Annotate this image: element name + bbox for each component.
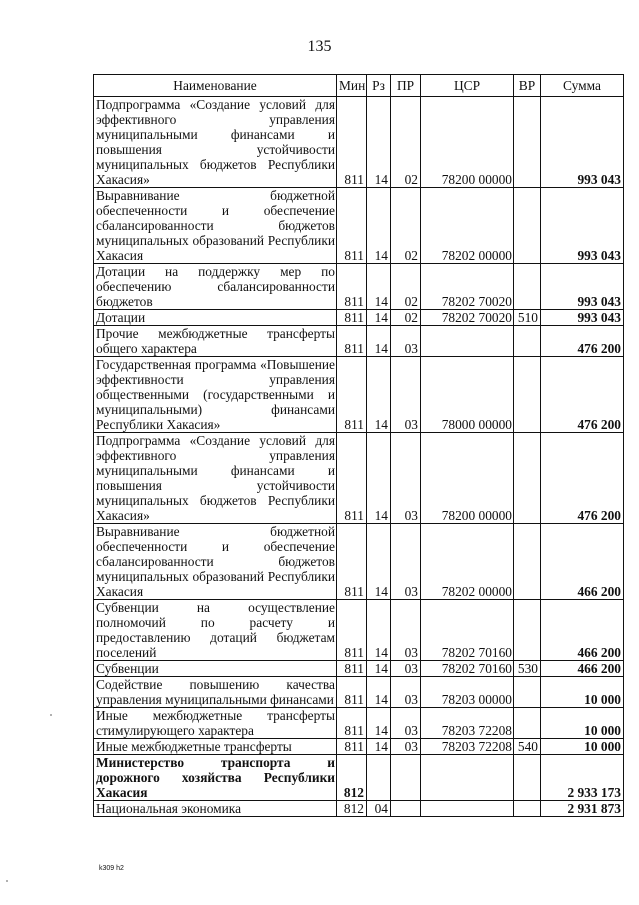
row-rz: 14 [367, 600, 391, 661]
row-sum: 993 043 [541, 188, 624, 264]
row-csr: 78202 00000 [421, 524, 514, 600]
row-rz: 14 [367, 264, 391, 310]
table-header-row [94, 75, 624, 97]
row-sum: 466 200 [541, 600, 624, 661]
row-csr: 78200 00000 [421, 433, 514, 524]
row-pr: 02 [391, 97, 421, 188]
row-sum: 10 000 [541, 739, 624, 755]
header-pr: ПР [391, 75, 421, 97]
row-pr: 03 [391, 326, 421, 357]
row-name: Иные межбюджетные трансферты стимулирующего характера [94, 708, 337, 739]
table-row [94, 326, 624, 357]
table-row [94, 739, 624, 755]
row-min: 811 [337, 357, 367, 433]
row-min: 811 [337, 264, 367, 310]
row-vr [514, 600, 541, 661]
row-pr: 03 [391, 677, 421, 708]
table-row [94, 661, 624, 677]
row-rz: 14 [367, 188, 391, 264]
row-rz: 14 [367, 677, 391, 708]
row-vr [514, 264, 541, 310]
header-min: Мин [337, 75, 367, 97]
row-name: Прочие межбюджетные трансферты общего характера [94, 326, 337, 357]
table-row [94, 708, 624, 739]
row-name: Выравнивание бюджетной обеспеченности и обеспечение сбалансированности бюджетов муниципальных образований Республики Хакасия [94, 188, 337, 264]
row-name: Выравнивание бюджетной обеспеченности и обеспечение сбалансированности бюджетов муниципальных образований Республики Хакасия [94, 524, 337, 600]
row-min: 811 [337, 600, 367, 661]
row-vr [514, 433, 541, 524]
scan-speck [50, 714, 52, 716]
table-row [94, 801, 624, 817]
row-min: 812 [337, 801, 367, 817]
header-rz: Рз [367, 75, 391, 97]
row-vr [514, 357, 541, 433]
row-name: Содействие повышению качества управления муниципальными финансами [94, 677, 337, 708]
row-pr: 02 [391, 310, 421, 326]
row-csr: 78202 70160 [421, 661, 514, 677]
table-row [94, 357, 624, 433]
row-csr [421, 801, 514, 817]
row-sum: 466 200 [541, 661, 624, 677]
row-rz: 04 [367, 801, 391, 817]
row-pr: 03 [391, 600, 421, 661]
row-name: Дотации на поддержку мер по обеспечению сбалансированности бюджетов [94, 264, 337, 310]
row-vr: 540 [514, 739, 541, 755]
row-sum: 993 043 [541, 97, 624, 188]
row-rz: 14 [367, 708, 391, 739]
row-name: Министерство транспорта и дорожного хозяйства Республики Хакасия [94, 755, 337, 801]
row-min: 811 [337, 97, 367, 188]
row-sum: 2 933 173 [541, 755, 624, 801]
row-pr: 03 [391, 661, 421, 677]
row-min: 811 [337, 661, 367, 677]
table-row-ministry [94, 755, 624, 801]
row-csr: 78203 00000 [421, 677, 514, 708]
table-row [94, 433, 624, 524]
header-vr: ВР [514, 75, 541, 97]
row-pr [391, 755, 421, 801]
header-csr: ЦСР [421, 75, 514, 97]
row-sum: 476 200 [541, 326, 624, 357]
row-csr: 78203 72208 [421, 739, 514, 755]
row-name: Субвенции [94, 661, 337, 677]
row-csr [421, 755, 514, 801]
row-name: Государственная программа «Повышение эффективности управления общественными (государственными и муниципальными) финансами Республики Хакасия» [94, 357, 337, 433]
page-number: 135 [307, 38, 332, 55]
row-sum: 10 000 [541, 677, 624, 708]
row-sum: 2 931 873 [541, 801, 624, 817]
row-pr: 03 [391, 739, 421, 755]
row-vr [514, 677, 541, 708]
row-rz: 14 [367, 97, 391, 188]
row-rz: 14 [367, 326, 391, 357]
row-sum: 466 200 [541, 524, 624, 600]
row-vr [514, 801, 541, 817]
footer-code: k309 h2 [99, 865, 124, 872]
row-pr [391, 801, 421, 817]
row-rz [367, 755, 391, 801]
row-csr [421, 326, 514, 357]
row-rz: 14 [367, 310, 391, 326]
row-rz: 14 [367, 524, 391, 600]
row-csr: 78000 00000 [421, 357, 514, 433]
header-name: Наименование [94, 75, 337, 97]
row-min: 811 [337, 739, 367, 755]
row-min: 811 [337, 433, 367, 524]
row-pr: 03 [391, 433, 421, 524]
row-min: 811 [337, 524, 367, 600]
row-name: Иные межбюджетные трансферты [94, 739, 337, 755]
row-name: Субвенции на осуществление полномочий по расчету и предоставлению дотаций бюджетам поселений [94, 600, 337, 661]
row-pr: 02 [391, 188, 421, 264]
row-vr: 530 [514, 661, 541, 677]
row-rz: 14 [367, 433, 391, 524]
row-vr [514, 326, 541, 357]
row-min: 811 [337, 188, 367, 264]
row-vr [514, 97, 541, 188]
row-sum: 993 043 [541, 264, 624, 310]
row-pr: 03 [391, 357, 421, 433]
row-sum: 476 200 [541, 433, 624, 524]
row-csr: 78200 00000 [421, 97, 514, 188]
row-csr: 78202 70020 [421, 264, 514, 310]
row-csr: 78202 70020 [421, 310, 514, 326]
table-row [94, 524, 624, 600]
row-name: Подпрограмма «Создание условий для эффективного управления муниципальными финансами и повышения устойчивости муниципальных бюджетов Республики Хакасия» [94, 433, 337, 524]
table-row [94, 97, 624, 188]
row-csr: 78203 72208 [421, 708, 514, 739]
row-pr: 03 [391, 524, 421, 600]
row-name: Национальная экономика [94, 801, 337, 817]
table-row [94, 264, 624, 310]
row-vr [514, 708, 541, 739]
table-row [94, 600, 624, 661]
table-row [94, 188, 624, 264]
table-row [94, 677, 624, 708]
row-name: Дотации [94, 310, 337, 326]
row-min: 812 [337, 755, 367, 801]
budget-table [93, 74, 624, 817]
row-min: 811 [337, 326, 367, 357]
row-sum: 476 200 [541, 357, 624, 433]
row-vr [514, 524, 541, 600]
row-min: 811 [337, 708, 367, 739]
row-rz: 14 [367, 739, 391, 755]
row-sum: 10 000 [541, 708, 624, 739]
table-row [94, 310, 624, 326]
row-min: 811 [337, 677, 367, 708]
row-pr: 03 [391, 708, 421, 739]
row-pr: 02 [391, 264, 421, 310]
row-csr: 78202 00000 [421, 188, 514, 264]
row-name: Подпрограмма «Создание условий для эффективного управления муниципальными финансами и повышения устойчивости муниципальных бюджетов Республики Хакасия» [94, 97, 337, 188]
row-csr: 78202 70160 [421, 600, 514, 661]
row-min: 811 [337, 310, 367, 326]
row-sum: 993 043 [541, 310, 624, 326]
row-rz: 14 [367, 357, 391, 433]
row-rz: 14 [367, 661, 391, 677]
row-vr [514, 755, 541, 801]
scan-speck [6, 880, 8, 882]
header-sum: Сумма [541, 75, 624, 97]
row-vr: 510 [514, 310, 541, 326]
row-vr [514, 188, 541, 264]
